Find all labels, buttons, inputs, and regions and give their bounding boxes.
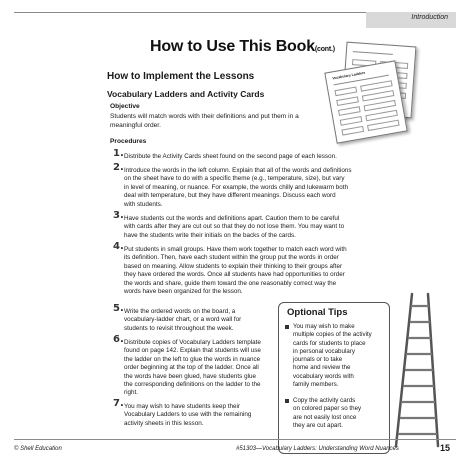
heading-procedures: Procedures (110, 138, 147, 145)
heading-vocab: Vocabulary Ladders and Activity Cards (107, 89, 265, 99)
step-number: 1. (113, 148, 124, 159)
objective-text (110, 112, 310, 130)
step-line: students to revisit throughout the week. (124, 324, 234, 332)
bullet-icon (285, 325, 289, 329)
ladder-icon (388, 290, 444, 450)
objective-line: meaningful order. (110, 122, 161, 129)
step-line: deal with temperature, but they have different meanings. Discuss each word (124, 192, 336, 200)
footer-rule (14, 439, 456, 440)
step-number: 7. (113, 398, 124, 409)
step-line: Distribute the Activity Cards sheet found on the second page of each lesson. (124, 153, 337, 160)
tip-line: multiple copies of the activity (293, 331, 372, 339)
step-line: have the students write their initials on the backs of the cards. (124, 231, 296, 239)
tip-text (293, 397, 373, 430)
step-line: Write the ordered words on the board, a (124, 308, 236, 315)
page-title-suffix: (cont.) (314, 46, 335, 53)
page-title (150, 38, 335, 56)
thumb-box (367, 120, 400, 131)
step-line: in level of meaning, or nuance. For example, the words chilly and lukewarm both (124, 183, 349, 191)
bullet-icon (285, 399, 289, 403)
step-line: the ladder on the left to glue the words in nuance (124, 355, 261, 363)
tip-line: cards for students to place (293, 339, 366, 347)
step-line: based on meaning. Allow students to explain their thinking to their groups after (124, 262, 343, 270)
step-number: 6. (113, 334, 124, 345)
worksheet-thumbnails (328, 44, 450, 142)
header-bar (0, 12, 470, 28)
worksheet-thumbnail-front (324, 60, 407, 143)
step-number: 3. (113, 210, 124, 221)
step-line: the corresponding definitions on the ladder to the (124, 381, 261, 389)
step-text (124, 167, 352, 209)
tip-line: family members. (293, 381, 339, 389)
step-line: the words and share, guide them toward the one reasonably correct way the (124, 279, 337, 287)
step-text (124, 308, 241, 333)
step-line: activity sheets in this lesson. (124, 419, 204, 427)
thumb-box (341, 126, 364, 136)
step-text (124, 215, 344, 240)
step-line: with cards after they are cut out so that they do not lose them. You may want to (124, 223, 345, 231)
step-number: 2. (113, 162, 124, 173)
tip-line: they are cut apart. (293, 421, 343, 429)
step-line: on the sheet have to do with a specific theme (e.g., temperature, size), but vary (124, 175, 345, 183)
step-line: order beginning at the top of the ladder. Once all (124, 364, 259, 372)
heading-implement: How to Implement the Lessons (107, 71, 255, 82)
objective-line: Students will match words with their definitions and put them in a (110, 113, 299, 120)
step-number: 4. (113, 241, 124, 252)
step-line: Have students cut the words and definitions apart. Caution them to be careful (124, 215, 340, 222)
step-line: Vocabulary Ladders to use with the remaining (124, 411, 252, 419)
tip-line: journals or to take (293, 356, 343, 364)
thumb-box (336, 96, 359, 106)
step-line: You may wish to have students keep their (124, 403, 240, 410)
step-line: the words have been glued, have students glue (124, 372, 256, 380)
step-line: its definition. Then, have each student within the group put the words in order (124, 254, 339, 262)
tip-line: Copy the activity cards (293, 397, 356, 404)
step-number: 5. (113, 303, 124, 314)
tip-line: vocabulary words with (293, 372, 354, 380)
heading-objective: Objective (110, 103, 140, 110)
footer-publisher: © Shell Education (14, 446, 62, 452)
step-line: found on page 142. Explain that students will use (124, 347, 261, 355)
step-text (124, 153, 337, 161)
step-text (124, 403, 251, 428)
step-line: Introduce the words in the left column. Explain that all of the words and definitions (124, 167, 352, 174)
tip-line: are not easily lost once (293, 413, 357, 421)
thumb-line (353, 51, 393, 55)
optional-tips-title: Optional Tips (287, 307, 348, 318)
thumb-caption: Vocabulary Ladders (332, 70, 366, 81)
step-text (124, 339, 261, 398)
thumb-box (340, 116, 363, 126)
step-line: Distribute copies of Vocabulary Ladders template (124, 339, 261, 346)
step-line: Put students in small groups. Have them work together to match each word with (124, 246, 347, 253)
tip-line: home and review the (293, 364, 351, 372)
tip-line: in personal vocabulary (293, 347, 355, 355)
footer-book-title: #51303—Vocabulary Ladders: Understanding Word Nuances (236, 446, 399, 452)
step-line: words have been organized for the lesson. (124, 288, 243, 296)
section-label: Introduction (411, 14, 448, 21)
tip-line: on colored paper so they (293, 405, 362, 413)
step-text (124, 246, 347, 296)
step-line: with students. (124, 200, 163, 208)
thumb-box (338, 106, 361, 116)
step-line: right. (124, 389, 138, 397)
optional-tips-box (278, 302, 390, 454)
step-line: they have ordered the words. Once all students have had opportunities to order (124, 271, 345, 279)
page-number: 15 (439, 443, 450, 453)
tip-line: You may wish to make (293, 323, 355, 330)
tip-text (293, 323, 373, 389)
thumb-box (334, 86, 357, 96)
page-title-main: How to Use This Book (150, 38, 315, 55)
step-line: vocabulary-ladder chart, or a word wall for (124, 316, 242, 324)
